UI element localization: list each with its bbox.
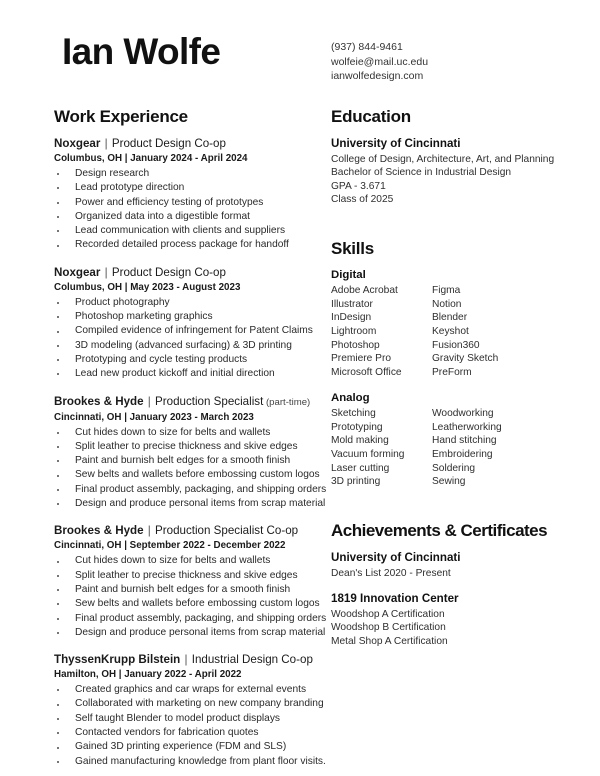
achievement-line: Woodshop A Certification bbox=[331, 608, 445, 620]
job-bullet-list bbox=[54, 683, 326, 769]
job-bullet-list bbox=[54, 554, 326, 640]
job-bullet-item: Compiled evidence of infringement for Patent Claims bbox=[54, 324, 326, 338]
job-title-line bbox=[54, 652, 326, 667]
job-location-dates: Cincinnati, OH | January 2023 - March 2023 bbox=[54, 411, 254, 423]
achievement-line: Dean's List 2020 - Present bbox=[331, 567, 451, 579]
skill-item: Blender bbox=[432, 312, 468, 324]
job-bullet-item: Organized data into a digestible format bbox=[54, 210, 326, 224]
education-detail-line: Class of 2025 bbox=[331, 194, 394, 206]
job-location-dates: Cincinnati, OH | September 2022 - December 2022 bbox=[54, 540, 286, 552]
job-separator: | bbox=[101, 265, 111, 279]
education-details bbox=[331, 153, 561, 207]
job-company: Brookes & Hyde bbox=[54, 524, 144, 538]
job-role: Production Specialist bbox=[155, 394, 264, 408]
skill-item: Mold making bbox=[331, 435, 389, 447]
section-title-education: Education bbox=[331, 107, 411, 126]
job-title-line bbox=[54, 394, 326, 410]
skill-item: Vacuum forming bbox=[331, 448, 405, 460]
job-location-dates: Hamilton, OH | January 2022 - April 2022 bbox=[54, 669, 242, 681]
job-title-line bbox=[54, 265, 326, 280]
section-title-skills: Skills bbox=[331, 238, 374, 258]
job-title-line bbox=[54, 136, 326, 151]
job-title-line bbox=[54, 523, 326, 538]
job-separator: | bbox=[181, 653, 191, 667]
job-bullet-item: Split leather to precise thickness and skive edges bbox=[54, 440, 326, 454]
job-bullet-item: Cut hides down to size for belts and wallets bbox=[54, 554, 326, 568]
resume-header bbox=[62, 30, 560, 90]
skills-column-right bbox=[432, 284, 498, 380]
skill-item: Premiere Pro bbox=[331, 353, 392, 365]
job-bullet-item: Product photography bbox=[54, 296, 326, 310]
skills-column-right bbox=[432, 407, 502, 489]
work-experience-list bbox=[54, 136, 326, 769]
page-title: Ian Wolfe bbox=[62, 31, 221, 72]
skill-item: Lightroom bbox=[331, 325, 377, 337]
job-entry bbox=[54, 265, 326, 382]
job-role: Product Design Co-op bbox=[111, 137, 226, 150]
job-bullet-item: Contacted vendors for fabrication quotes bbox=[54, 726, 326, 740]
left-column bbox=[54, 106, 326, 776]
contact-phone: (937) 844-9461 bbox=[331, 41, 403, 53]
skills-group-title: Analog bbox=[331, 391, 370, 404]
section-title-work-experience: Work Experience bbox=[54, 107, 188, 126]
job-role: Production Specialist Co-op bbox=[155, 524, 299, 538]
job-entry bbox=[54, 394, 326, 512]
achievement-title: 1819 Innovation Center bbox=[331, 592, 459, 606]
skill-item: Fusion360 bbox=[432, 339, 480, 351]
skill-item: Figma bbox=[432, 284, 461, 296]
skill-item: Photoshop bbox=[331, 339, 380, 351]
achievement-block bbox=[331, 591, 561, 648]
job-bullet-item: Final product assembly, packaging, and shipping orders bbox=[54, 612, 326, 626]
skills-group-title: Digital bbox=[331, 268, 366, 281]
job-bullet-item: Cut hides down to size for belts and wallets bbox=[54, 426, 326, 440]
skill-item: Embroidering bbox=[432, 448, 493, 460]
job-bullet-item: Design and produce personal items from scrap material bbox=[54, 626, 326, 640]
skills-column-left bbox=[331, 284, 432, 380]
achievement-title: University of Cincinnati bbox=[331, 551, 461, 565]
job-bullet-item: Lead new product kickoff and initial direction bbox=[54, 367, 326, 381]
skill-item: Keyshot bbox=[432, 325, 469, 337]
job-entry bbox=[54, 136, 326, 253]
job-entry bbox=[54, 523, 326, 640]
skill-item: Leatherworking bbox=[432, 421, 502, 433]
job-bullet-item: Created graphics and car wraps for external events bbox=[54, 683, 326, 697]
skill-item: Hand stitching bbox=[432, 435, 497, 447]
job-separator: | bbox=[144, 524, 155, 538]
skill-item: Prototyping bbox=[331, 421, 383, 433]
education-detail-line: GPA - 3.671 bbox=[331, 180, 386, 192]
job-bullet-item: Final product assembly, packaging, and shipping orders bbox=[54, 483, 326, 497]
education-detail-line: Bachelor of Science in Industrial Design bbox=[331, 167, 512, 179]
job-entry bbox=[54, 652, 326, 769]
job-bullet-item: Design and produce personal items from scrap material bbox=[54, 497, 326, 511]
job-bullet-item: 3D modeling (advanced surfacing) & 3D printing bbox=[54, 339, 326, 353]
spacer-education-skills bbox=[331, 218, 561, 238]
skill-item: InDesign bbox=[331, 312, 372, 324]
job-bullet-item: Gained 3D printing experience (FDM and SLS) bbox=[54, 740, 326, 754]
achievement-line: Metal Shop A Certification bbox=[331, 635, 448, 647]
job-location-dates: Columbus, OH | January 2024 - April 2024 bbox=[54, 153, 248, 164]
section-title-achievements: Achievements & Certificates bbox=[331, 521, 548, 541]
job-bullet-item: Design research bbox=[54, 167, 326, 181]
skill-item: Sketching bbox=[331, 407, 376, 419]
job-bullet-item: Split leather to precise thickness and skive edges bbox=[54, 569, 326, 583]
skill-item: Gravity Sketch bbox=[432, 353, 499, 365]
job-bullet-item: Gained manufacturing knowledge from plant floor visits. bbox=[54, 755, 326, 769]
job-bullet-list bbox=[54, 426, 326, 512]
spacer-skills-achievements bbox=[331, 500, 561, 520]
skills-group bbox=[331, 268, 561, 380]
right-column bbox=[331, 106, 561, 659]
job-bullet-list bbox=[54, 296, 326, 382]
job-separator: | bbox=[144, 394, 155, 408]
job-bullet-list bbox=[54, 167, 326, 253]
skill-item: Woodworking bbox=[432, 407, 494, 419]
skill-item: Microsoft Office bbox=[331, 367, 402, 379]
skill-item: Laser cutting bbox=[331, 462, 390, 474]
education-school: University of Cincinnati bbox=[331, 137, 461, 150]
job-bullet-item: Collaborated with marketing on new company branding bbox=[54, 697, 326, 711]
job-bullet-item: Paint and burnish belt edges for a smooth finish bbox=[54, 454, 326, 468]
skill-item: Illustrator bbox=[331, 298, 373, 310]
job-company: ThyssenKrupp Bilstein bbox=[54, 653, 181, 667]
job-bullet-item: Self taught Blender to model product displays bbox=[54, 712, 326, 726]
job-bullet-item: Lead communication with clients and suppliers bbox=[54, 224, 326, 238]
job-location-dates: Columbus, OH | May 2023 - August 2023 bbox=[54, 281, 241, 293]
job-bullet-item: Prototyping and cycle testing products bbox=[54, 353, 326, 367]
job-role: Product Design Co-op bbox=[111, 265, 226, 279]
job-company: Noxgear bbox=[54, 265, 101, 279]
job-bullet-item: Lead prototype direction bbox=[54, 181, 326, 195]
skill-item: 3D printing bbox=[331, 476, 381, 488]
job-bullet-item: Power and efficiency testing of prototypes bbox=[54, 196, 326, 210]
skill-item: Sewing bbox=[432, 476, 466, 488]
skills-list bbox=[331, 268, 561, 489]
job-bullet-item: Sew belts and wallets before embossing custom logos bbox=[54, 468, 326, 482]
job-separator: | bbox=[101, 137, 111, 150]
job-company: Brookes & Hyde bbox=[54, 394, 144, 408]
skills-column-left bbox=[331, 407, 432, 489]
job-bullet-item: Photoshop marketing graphics bbox=[54, 310, 326, 324]
job-note: (part-time) bbox=[263, 396, 311, 408]
skills-columns bbox=[331, 407, 561, 489]
achievement-line: Woodshop B Certification bbox=[331, 622, 446, 634]
education-detail-line: College of Design, Architecture, Art, and Planning bbox=[331, 153, 555, 165]
skill-item: PreForm bbox=[432, 367, 472, 379]
skill-item: Adobe Acrobat bbox=[331, 284, 398, 296]
achievement-block bbox=[331, 550, 561, 580]
job-company: Noxgear bbox=[54, 137, 101, 150]
skill-item: Notion bbox=[432, 298, 462, 310]
skills-group bbox=[331, 391, 561, 489]
skills-columns bbox=[331, 284, 561, 380]
contact-email[interactable]: wolfeie@mail.uc.edu bbox=[331, 55, 429, 68]
skill-item: Soldering bbox=[432, 462, 476, 474]
job-bullet-item: Sew belts and wallets before embossing custom logos bbox=[54, 597, 326, 611]
job-bullet-item: Paint and burnish belt edges for a smooth finish bbox=[54, 583, 326, 597]
job-bullet-item: Recorded detailed process package for handoff bbox=[54, 238, 326, 252]
achievements-list bbox=[331, 550, 561, 648]
contact-info bbox=[331, 40, 428, 84]
job-role: Industrial Design Co-op bbox=[191, 653, 313, 667]
contact-website[interactable]: ianwolfedesign.com bbox=[331, 70, 424, 82]
education-block bbox=[331, 136, 561, 207]
